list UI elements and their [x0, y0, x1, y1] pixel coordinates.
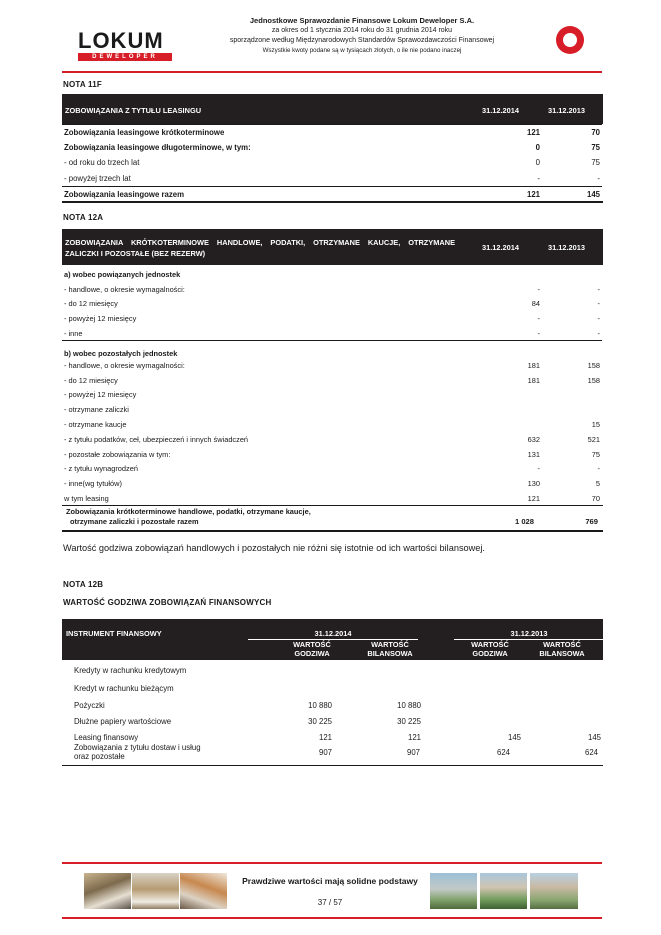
row-label: Dłużne papiery wartościowe	[74, 716, 172, 726]
nota-11f-bottom-rule	[62, 201, 603, 203]
row-value	[523, 680, 603, 698]
row-value: 10 880	[397, 700, 421, 710]
footer-bottom-rule	[62, 917, 602, 919]
row-value: 121	[482, 186, 542, 201]
row-value: -	[537, 284, 540, 294]
row-value: 0	[535, 143, 540, 153]
row-value: 70	[591, 494, 600, 504]
row-value: 15	[591, 420, 600, 430]
nota-12a-label: NOTA 12A	[63, 213, 104, 222]
nota-12a-col2: 31.12.2013	[548, 243, 585, 252]
row-value: 121	[482, 125, 542, 140]
footer-photo-6	[530, 873, 578, 909]
last-godziwa-2013: 624	[496, 748, 510, 757]
row-label: - powyżej 12 miesięcy	[64, 314, 137, 324]
nota-11f-title: ZOBOWIĄZANIA Z TYTUŁU LEASINGU	[65, 106, 202, 115]
row-label: Pożyczki	[74, 700, 105, 710]
table-row	[62, 680, 603, 698]
row-label: - otrzymane zaliczki	[64, 405, 129, 415]
row-value	[482, 341, 542, 358]
row-value: 145	[542, 186, 602, 201]
header-line-2: za okres od 1 stycznia 2014 roku do 31 grudnia 2014 roku	[271, 27, 453, 34]
row-value: 632	[527, 434, 540, 444]
table-row	[62, 462, 602, 477]
row-value	[523, 662, 603, 680]
header-godziwa-2014: WARTOŚĆ GODZIWA	[293, 640, 331, 658]
table-row	[62, 140, 602, 155]
footer-photo-5	[480, 873, 527, 909]
nota-12a-total-rule	[62, 505, 603, 506]
nota-12a-total-line2: otrzymane zaliczki i pozostałe razem	[70, 517, 199, 526]
row-value: -	[597, 464, 600, 474]
nota-12b-date-2014: 31.12.2014	[314, 629, 352, 638]
nota-12b-table	[62, 662, 603, 745]
row-value	[423, 662, 523, 680]
header-rule	[62, 71, 602, 73]
row-value	[482, 267, 542, 282]
table-row	[62, 297, 602, 312]
row-value	[542, 267, 602, 282]
row-value: 181	[527, 375, 540, 385]
row-value	[334, 662, 423, 680]
row-value: -	[537, 314, 540, 324]
row-label: - otrzymane kaucje	[64, 420, 127, 430]
row-value: 181	[527, 360, 540, 370]
row-value	[482, 402, 542, 417]
row-label: - inne	[64, 328, 83, 338]
footer-photo-3	[180, 873, 227, 909]
row-value: 145	[507, 732, 521, 742]
table-row	[62, 447, 602, 462]
table-row	[62, 171, 602, 186]
row-value	[423, 713, 523, 729]
row-value: 121	[318, 732, 332, 742]
nota-12a-total-line1: Zobowiązania krótkoterminowe handlowe, podatki, otrzymane kaucje,	[66, 507, 311, 516]
nota-11f-label: NOTA 11F	[63, 80, 102, 89]
footer-photo-2	[132, 873, 179, 909]
table-row	[62, 282, 602, 297]
nota-12b-bottom-rule	[62, 765, 603, 766]
nota-12b-table-header	[62, 619, 603, 660]
row-label: - z tytułu podatków, ceł, ubezpieczeń i innych świadczeń	[64, 434, 249, 444]
last-label-line2: oraz pozostałe	[74, 752, 125, 761]
row-value: -	[537, 173, 540, 183]
table-row	[62, 311, 602, 326]
row-value	[542, 402, 602, 417]
table-row	[62, 662, 603, 680]
row-label: w tym leasing	[64, 494, 109, 504]
table-row	[62, 186, 602, 201]
nota-12a-total-label	[66, 507, 366, 527]
row-value	[423, 680, 523, 698]
row-label: Kredyty w rachunku kredytowym	[74, 666, 187, 676]
row-value: -	[597, 314, 600, 324]
row-value: 521	[587, 434, 600, 444]
logo-text: LOKUM	[78, 28, 164, 53]
brand-mark-icon	[556, 26, 584, 54]
row-value: 10 880	[308, 700, 332, 710]
row-label: a) wobec powiązanych jednostek	[64, 269, 181, 279]
table-row	[62, 417, 602, 432]
row-label: Leasing finansowy	[74, 732, 139, 742]
nota-12b-last-label	[74, 743, 201, 761]
row-value: 75	[591, 449, 600, 459]
lokum-logo	[78, 30, 172, 62]
row-value	[482, 417, 542, 432]
row-label: - powyżej 12 miesięcy	[64, 390, 137, 400]
last-godziwa-2014: 907	[318, 748, 332, 757]
row-value: 70	[542, 125, 602, 140]
row-value: 121	[407, 732, 421, 742]
row-value	[482, 388, 542, 403]
row-value: 84	[531, 299, 540, 309]
table-row	[62, 373, 602, 388]
row-value	[267, 680, 334, 698]
row-value: 145	[587, 732, 601, 742]
row-value	[523, 713, 603, 729]
row-value: -	[597, 299, 600, 309]
last-bilansowa-2014: 907	[406, 748, 420, 757]
table-row	[62, 402, 602, 417]
header-bilansowa-2013: WARTOŚĆ BILANSOWA	[539, 640, 585, 658]
table-row	[62, 326, 602, 341]
footer-photo-1	[84, 873, 131, 909]
nota-12a-total-2014: 1 028	[514, 517, 534, 526]
row-label: - pozostałe zobowiązania w tym:	[64, 449, 171, 459]
row-value: 0	[535, 158, 540, 168]
row-value	[542, 388, 602, 403]
nota-12a-bottom-rule	[62, 530, 603, 532]
footer-photo-4	[430, 873, 477, 909]
row-value: 5	[595, 479, 600, 489]
header-line-3: sporządzone według Międzynarodowych Standardów Sprawozdawczości Finansowej	[229, 37, 495, 44]
table-row	[62, 267, 602, 282]
row-value	[423, 697, 523, 713]
footer-top-rule	[62, 862, 602, 864]
row-label: - z tytułu wynagrodzeń	[64, 464, 138, 474]
last-bilansowa-2013: 624	[584, 748, 598, 757]
row-label: - powyżej trzech lat	[64, 173, 131, 183]
row-label: - handlowe, o okresie wymagalności:	[64, 360, 185, 370]
table-row	[62, 358, 602, 373]
row-value: 30 225	[308, 716, 332, 726]
row-label: - od roku do trzech lat	[64, 158, 140, 168]
row-label: Zobowiązania leasingowe długoterminowe, w tym:	[64, 143, 251, 153]
table-row	[62, 697, 603, 713]
table-row	[62, 341, 602, 358]
nota-11f-col1: 31.12.2014	[482, 106, 519, 115]
header-line-4: Wszystkie kwoty podane są w tysiącach złotych, o ile nie podano inaczej	[262, 47, 462, 54]
nota-12b-date-2013: 31.12.2013	[510, 629, 548, 638]
row-label: Zobowiązania leasingowe razem	[62, 186, 482, 201]
nota-12a-table	[62, 267, 602, 506]
row-label: b) wobec pozostałych jednostek	[62, 341, 482, 358]
row-label: - do 12 miesięcy	[64, 299, 118, 309]
nota-12a-col1: 31.12.2014	[482, 243, 519, 252]
nota-11f-table	[62, 124, 602, 201]
row-value	[334, 680, 423, 698]
nota-12a-total-2013: 769	[585, 517, 598, 526]
table-row	[62, 432, 602, 447]
nota-12a-title: ZOBOWIĄZANIA KRÓTKOTERMINOWE HANDLOWE, PODATKI, OTRZYMANE KAUCJE, OTRZYMANE ZALICZKI I POZOSTAŁE (BEZ REZERW)	[65, 238, 455, 258]
row-value	[542, 341, 602, 358]
row-label: - do 12 miesięcy	[64, 375, 118, 385]
fair-value-note: Wartość godziwa zobowiązań handlowych i pozostałych nie różni się istotnie od ich wartości bilansowej.	[63, 543, 485, 553]
nota-11f-col2: 31.12.2013	[548, 106, 585, 115]
table-row	[62, 476, 602, 491]
nota-12b-label: NOTA 12B	[63, 580, 104, 589]
row-label: Kredyt w rachunku bieżącym	[74, 683, 174, 693]
row-value: 75	[591, 143, 600, 153]
nota-11f-table-header	[62, 94, 603, 124]
row-label: - inne(wg tytułów)	[64, 479, 122, 489]
row-value: 130	[527, 479, 540, 489]
row-value: -	[597, 284, 600, 294]
row-value	[267, 662, 334, 680]
header-text	[202, 16, 522, 56]
table-row	[62, 155, 602, 170]
row-value: -	[597, 173, 600, 183]
row-value: -	[537, 328, 540, 338]
row-label: Zobowiązania leasingowe krótkoterminowe	[62, 125, 482, 140]
nota-12b-col-instrument: INSTRUMENT FINANSOWY	[66, 629, 162, 638]
header-godziwa-2013: WARTOŚĆ GODZIWA	[471, 640, 509, 658]
row-value: 131	[527, 449, 540, 459]
row-value: -	[597, 328, 600, 338]
row-value: 158	[587, 360, 600, 370]
table-row	[62, 388, 602, 403]
logo-subtext: DEWELOPER	[78, 53, 172, 61]
header-line-1: Jednostkowe Sprawozdanie Finansowe Lokum Deweloper S.A.	[249, 16, 475, 25]
row-value: 158	[587, 375, 600, 385]
row-value: 121	[527, 494, 540, 504]
nota-12a-table-header	[62, 229, 603, 265]
row-value: 30 225	[397, 716, 421, 726]
page-header	[62, 10, 602, 66]
table-row	[62, 491, 602, 506]
last-label-line1: Zobowiązania z tytułu dostaw i usług	[74, 743, 201, 752]
page-number: 37 / 57	[317, 898, 343, 907]
header-bilansowa-2014: WARTOŚĆ BILANSOWA	[367, 640, 413, 658]
row-value: -	[537, 464, 540, 474]
row-value	[523, 697, 603, 713]
table-row	[62, 125, 602, 140]
footer-slogan: Prawdziwe wartości mają solidne podstawy	[242, 876, 418, 886]
row-label: - handlowe, o okresie wymagalności:	[64, 284, 185, 294]
nota-12b-subtitle: WARTOŚĆ GODZIWA ZOBOWIĄZAŃ FINANSOWYCH	[63, 598, 272, 607]
row-value: 75	[591, 158, 600, 168]
table-row	[62, 713, 603, 729]
